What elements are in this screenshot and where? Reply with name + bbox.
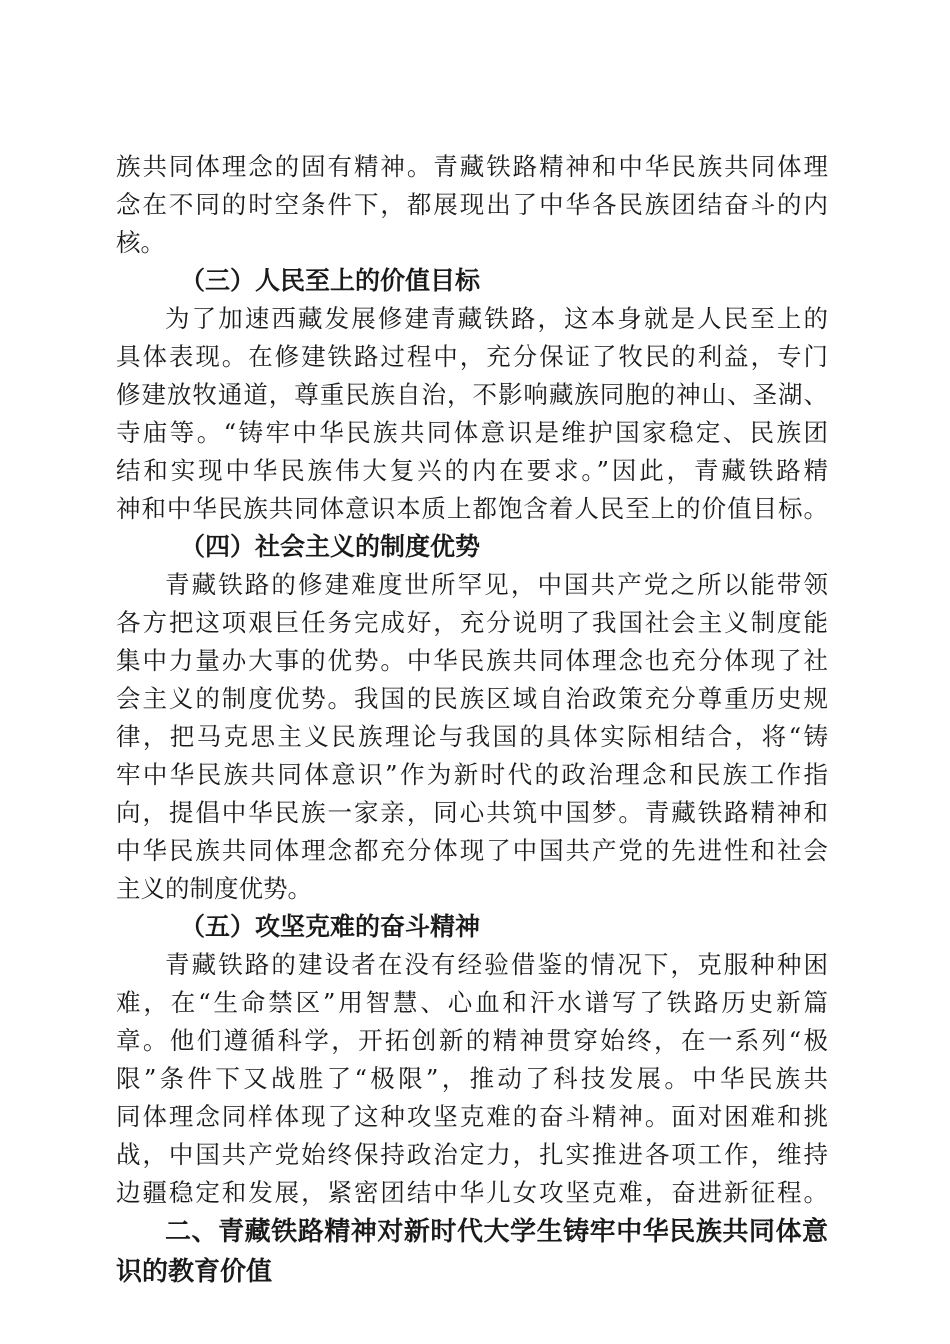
body-line: 神和中华民族共同体意识本质上都饱含着人民至上的价值目标。	[116, 494, 828, 523]
body-line: 具体表现。在修建铁路过程中，充分保证了牧民的利益，专门	[116, 342, 828, 371]
body-line: 边疆稳定和发展，紧密团结中华儿女攻坚克难，奋进新征程。	[116, 1178, 828, 1207]
body-line: 向，提倡中华民族一家亲，同心共筑中国梦。青藏铁路精神和	[116, 798, 828, 827]
body-line: 章。他们遵循科学，开拓创新的精神贯穿始终，在一系列“极	[116, 1026, 828, 1055]
body-line: 寺庙等。“铸牢中华民族共同体意识是维护国家稳定、民族团	[116, 418, 828, 447]
body-line: 同体理念同样体现了这种攻坚克难的奋斗精神。面对困难和挑	[116, 1102, 828, 1131]
body-line: 难，在“生命禁区”用智慧、心血和汗水谱写了铁路历史新篇	[116, 988, 828, 1017]
body-line: 律，把马克思主义民族理论与我国的具体实际相结合，将“铸	[116, 722, 828, 751]
body-line: 修建放牧通道，尊重民族自治，不影响藏族同胞的神山、圣湖、	[116, 380, 828, 409]
body-line: 为了加速西藏发展修建青藏铁路，这本身就是人民至上的	[165, 304, 828, 333]
body-line: 核。	[116, 228, 165, 257]
body-line: 念在不同的时空条件下，都展现出了中华各民族团结奋斗的内	[116, 190, 828, 219]
body-line: 集中力量办大事的优势。中华民族共同体理念也充分体现了社	[116, 646, 828, 675]
body-line: 主义的制度优势。	[116, 874, 312, 903]
body-line: 各方把这项艰巨任务完成好，充分说明了我国社会主义制度能	[116, 608, 828, 637]
body-line: 战，中国共产党始终保持政治定力，扎实推进各项工作，维持	[116, 1140, 828, 1169]
body-line: 族共同体理念的固有精神。青藏铁路精神和中华民族共同体理	[116, 152, 828, 181]
body-line: 会主义的制度优势。我国的民族区域自治政策充分尊重历史规	[116, 684, 828, 713]
section-heading-4: （四）社会主义的制度优势	[180, 532, 481, 561]
body-line: 中华民族共同体理念都充分体现了中国共产党的先进性和社会	[116, 836, 828, 865]
section-heading-5: （五）攻坚克难的奋斗精神	[180, 912, 481, 941]
body-line: 结和实现中华民族伟大复兴的内在要求。”因此，青藏铁路精	[116, 456, 828, 485]
body-line: 青藏铁路的修建难度世所罕见，中国共产党之所以能带领	[165, 570, 828, 599]
document-page	[116, 148, 828, 1292]
body-line: 牢中华民族共同体意识”作为新时代的政治理念和民族工作指	[116, 760, 828, 789]
chapter-heading-2: 二、青藏铁路精神对新时代大学生铸牢中华民族共同体意	[165, 1217, 828, 1247]
body-line: 限”条件下又战胜了“极限”，推动了科技发展。中华民族共	[116, 1064, 828, 1093]
body-line: 青藏铁路的建设者在没有经验借鉴的情况下，克服种种困	[165, 950, 828, 979]
chapter-heading-2-continued: 识的教育价值	[116, 1257, 273, 1287]
section-heading-3: （三）人民至上的价值目标	[180, 266, 481, 295]
